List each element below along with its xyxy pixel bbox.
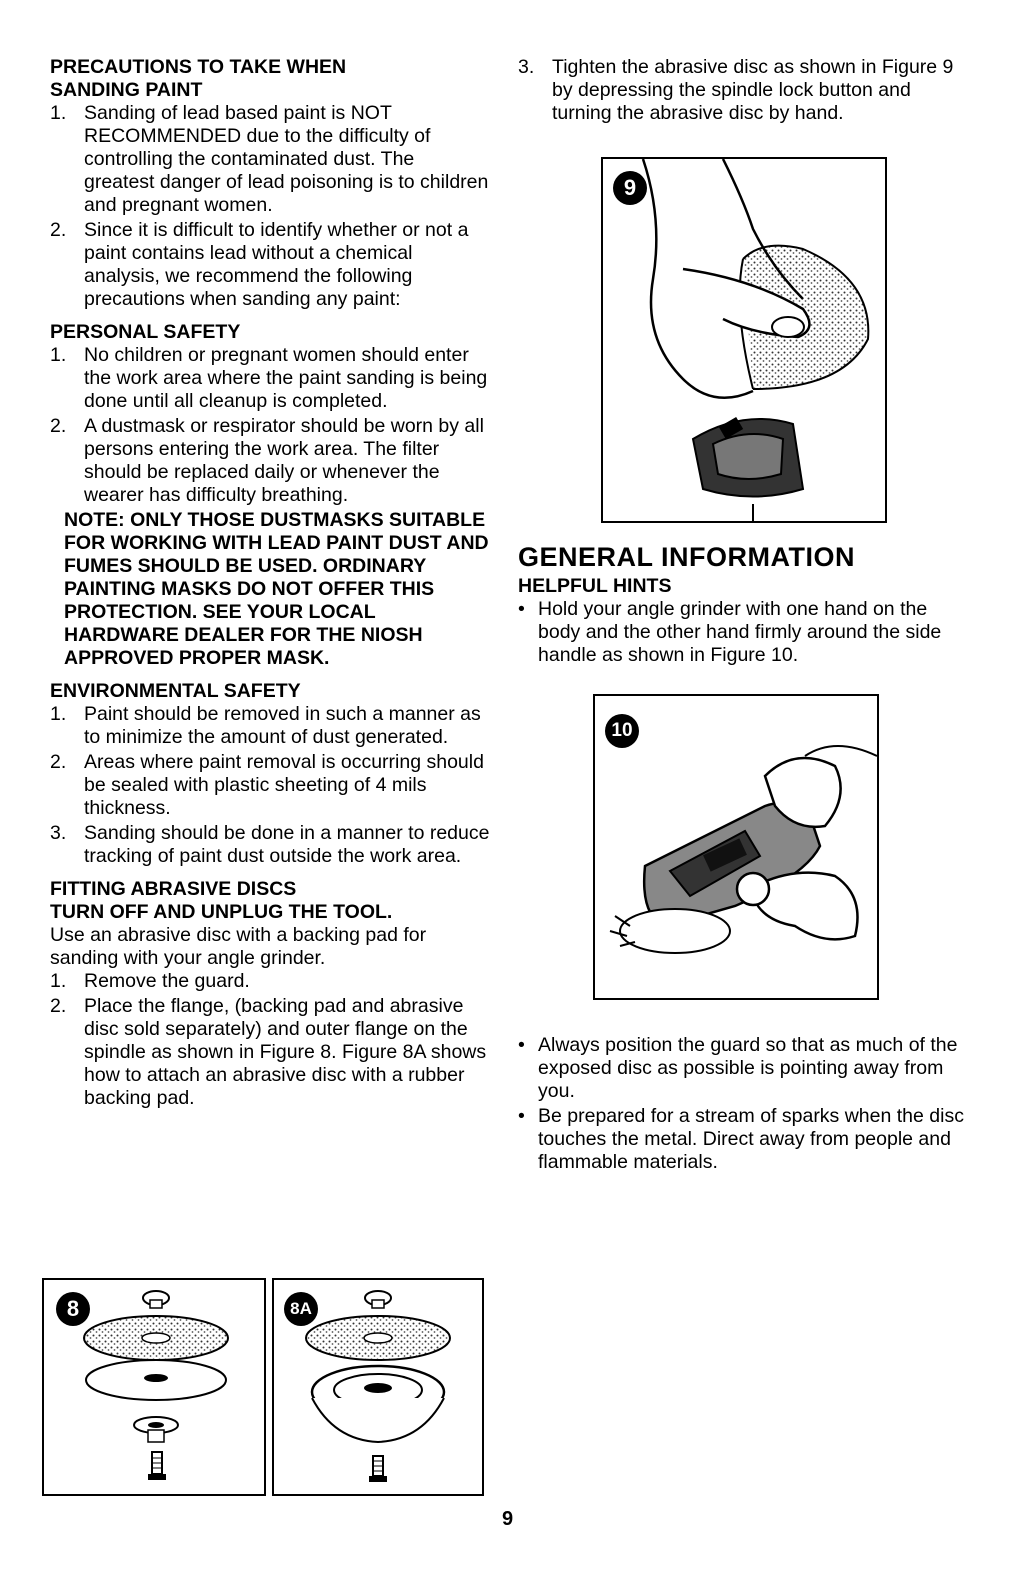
figure-8a-badge: 8A: [284, 1292, 318, 1326]
rubber-pad-assembly-illustration: [274, 1280, 482, 1494]
hand-tightening-disc-illustration: [603, 159, 885, 521]
left-column: [50, 56, 490, 1112]
list-item: 1. Sanding of lead based paint is NOT RECOMMENDED due to the difficulty of controlling the contaminated dust. The greatest danger of lead poisoning is to children and pregnant women.: [50, 102, 489, 216]
list-item: • Hold your angle grinder with one hand on the body and the other hand firmly around the side handle as shown in Figure 10.: [518, 598, 942, 666]
list-item: 2. A dustmask or respirator should be worn by all persons entering the work area. The filter should be replaced daily or whenever the wearer has difficulty breathing.: [50, 415, 484, 506]
precautions-heading: [50, 56, 490, 102]
general-information-heading: GENERAL INFORMATION: [518, 542, 855, 572]
dustmask-note: NOTE: ONLY THOSE DUSTMASKS SUITABLE FOR WORKING WITH LEAD PAINT DUST AND FUMES SHOULD BE USED. ORDINARY PAINTING MASKS DO NOT OFFER THIS PROTECTION. SEE YOUR LOCAL HARDWARE DEALER FOR THE NIOSH APPROVED PROPER MASK.: [64, 509, 489, 669]
figure-10-badge: 10: [605, 714, 639, 748]
page-number: 9: [501, 1508, 514, 1530]
figure-9: [601, 157, 887, 523]
fitting-discs-heading: FITTING ABRASIVE DISCS: [50, 878, 297, 900]
personal-safety-heading: PERSONAL SAFETY: [50, 321, 241, 343]
list-item: 1. Paint should be removed in such a manner as to minimize the amount of dust generated.: [50, 703, 481, 748]
figure-9-badge: 9: [613, 171, 647, 205]
figure-8a: [272, 1278, 484, 1496]
figure-8-badge: 8: [56, 1292, 90, 1326]
safety-hints-section: [518, 1034, 968, 1176]
list-item: 3. Sanding should be done in a manner to reduce tracking of paint dust outside the work area.: [50, 822, 490, 867]
list-item: • Always position the guard so that as much of the exposed disc as possible is pointing away from you.: [518, 1034, 958, 1102]
precautions-heading-line2: SANDING PAINT: [50, 79, 203, 101]
precautions-heading-line1: PRECAUTIONS TO TAKE WHEN: [50, 56, 347, 78]
list-item: 2. Since it is difficult to identify whether or not a paint contains lead without a chemical analysis, we recommend the following precautions when sanding any paint:: [50, 219, 469, 310]
disc-assembly-illustration: [44, 1280, 264, 1494]
list-item: 2. Place the flange, (backing pad and abrasive disc sold separately) and outer flange on the spindle as shown in Figure 8. Figure 8A shows how to attach an abrasive disc with a rubber backing pad.: [50, 995, 487, 1109]
grinder-in-hands-illustration: [595, 696, 877, 998]
figure-10: [593, 694, 879, 1000]
list-item: 1. No children or pregnant women should enter the work area where the paint sanding is being done until all cleanup is completed.: [50, 344, 488, 412]
right-column: [518, 56, 968, 127]
unplug-warning: TURN OFF AND UNPLUG THE TOOL.: [50, 901, 393, 923]
list-item: 1. Remove the guard.: [50, 970, 250, 992]
helpful-hints-heading: HELPFUL HINTS: [518, 575, 672, 597]
general-info-section: [518, 528, 968, 669]
list-item: 2. Areas where paint removal is occurring should be sealed with plastic sheeting of 4 mils thickness.: [50, 751, 484, 819]
list-item: 3. Tighten the abrasive disc as shown in Figure 9 by depressing the spindle lock button and turning the abrasive disc by hand.: [518, 56, 954, 124]
environmental-safety-heading: ENVIRONMENTAL SAFETY: [50, 680, 301, 702]
figure-8: [42, 1278, 266, 1496]
list-item: • Be prepared for a stream of sparks when the disc touches the metal. Direct away from people and flammable materials.: [518, 1105, 964, 1173]
fitting-intro: Use an abrasive disc with a backing pad for sanding with your angle grinder.: [50, 924, 427, 969]
